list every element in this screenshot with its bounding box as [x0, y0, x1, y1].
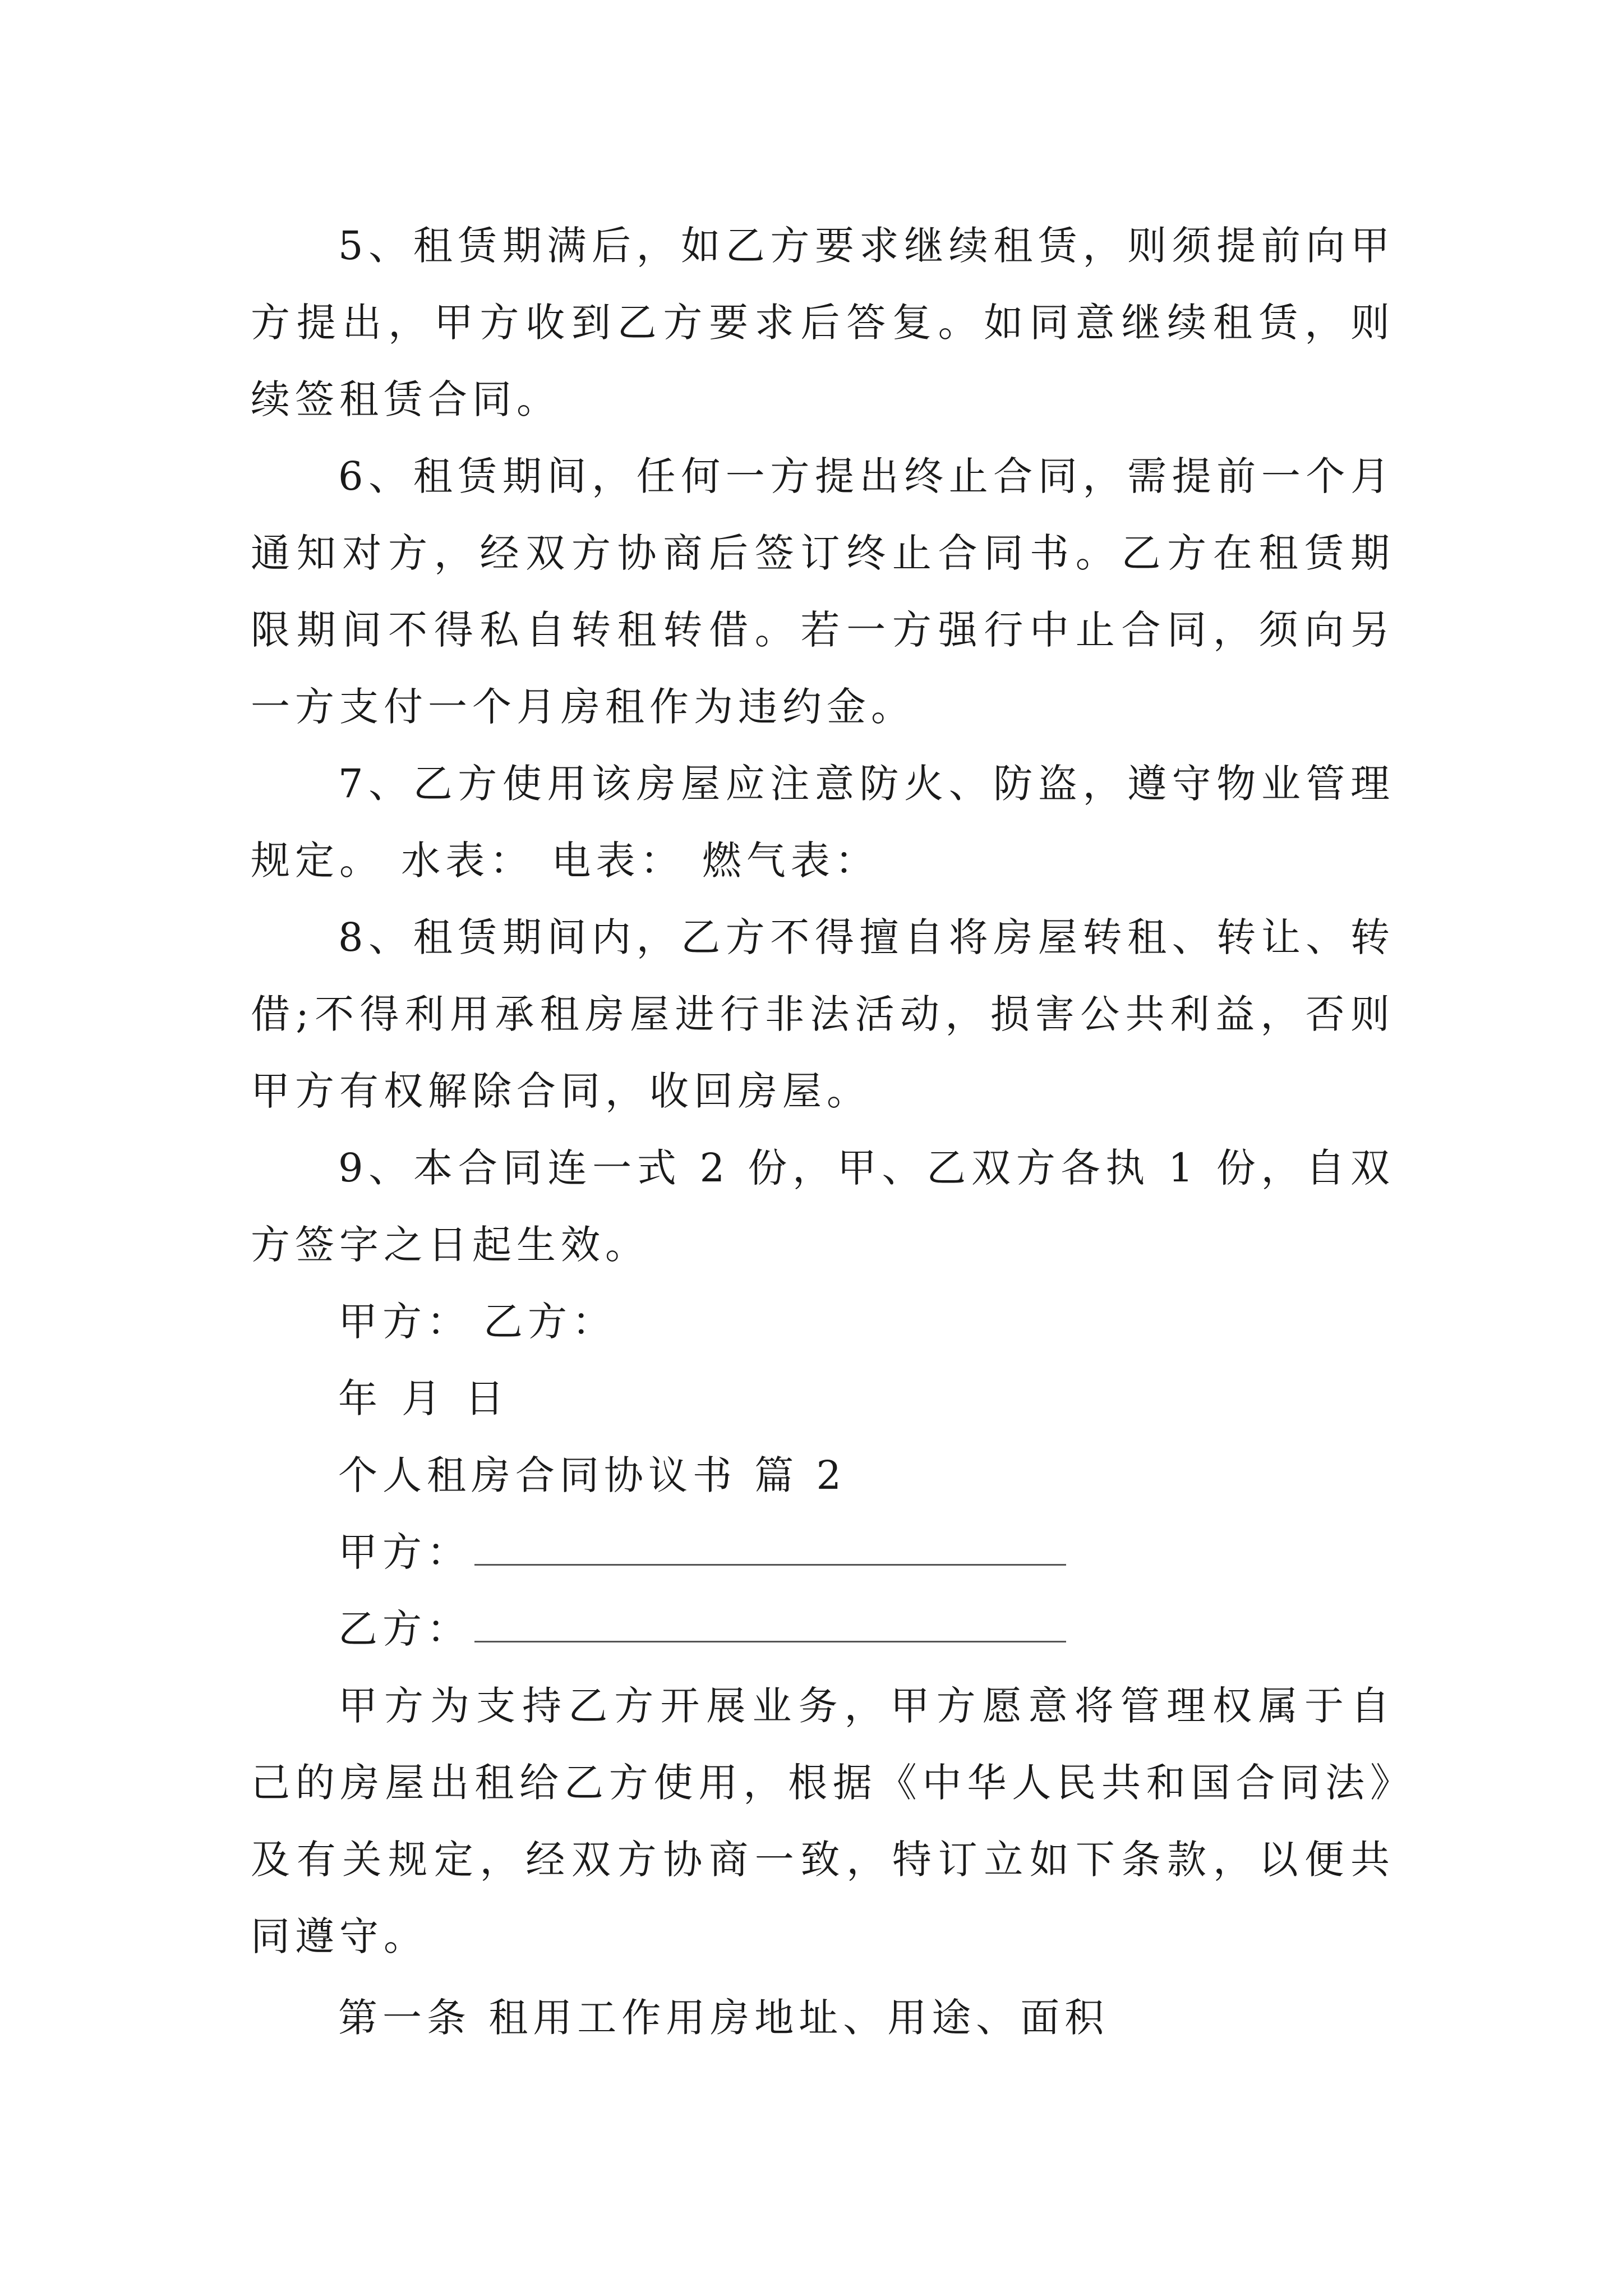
date-year: 年 [338, 1375, 382, 1421]
date-line [251, 1360, 1395, 1437]
party-a-blank [474, 1519, 1066, 1566]
section-heading: 个人租房合同协议书 篇 2 [338, 1452, 847, 1498]
date-day: 日 [465, 1375, 509, 1421]
clause-9: 9、本合同连一式 2 份，甲、乙双方各执 1 份，自双方签字之日起生效。 [251, 1145, 1395, 1268]
party-b-field [251, 1591, 1395, 1668]
party-b-label: 乙方： [338, 1606, 471, 1652]
clause-5: 5、租赁期满后，如乙方要求继续租赁，则须提前向甲方提出，甲方收到乙方要求后答复。如同意继续租赁，则续签租赁合同。 [251, 223, 1395, 422]
signature-party-b: 乙方： [483, 1299, 616, 1345]
clause-8: 8、租赁期间内，乙方不得擅自将房屋转租、转让、转借;不得利用承租房屋进行非法活动，损害公共利益，否则甲方有权解除合同，收回房屋。 [251, 914, 1395, 1114]
date-month: 月 [402, 1375, 446, 1421]
intro-paragraph: 甲方为支持乙方开展业务，甲方愿意将管理权属于自己的房屋出租给乙方使用，根据《中华人民共和国合同法》及有关规定，经双方协商一致，特订立如下条款，以便共同遵守。 [251, 1683, 1395, 1959]
clause-6: 6、租赁期间，任何一方提出终止合同，需提前一个月通知对方，经双方协商后签订终止合同书。乙方在租赁期限期间不得私自转租转借。若一方强行中止合同，须向另一方支付一个月房租作为违约金。 [251, 453, 1395, 730]
article-one-heading: 第一条 租用工作用房地址、用途、面积 [338, 1995, 1109, 2041]
clause-7: 7、乙方使用该房屋应注意防火、防盗，遵守物业管理规定。 水表： 电表： 燃气表： [251, 761, 1395, 884]
party-a-field [251, 1514, 1395, 1591]
party-a-label: 甲方： [338, 1529, 471, 1575]
signature-line [251, 1283, 1395, 1360]
document-body [251, 208, 1395, 2056]
signature-party-a: 甲方： [338, 1299, 471, 1345]
party-b-blank [474, 1596, 1066, 1642]
